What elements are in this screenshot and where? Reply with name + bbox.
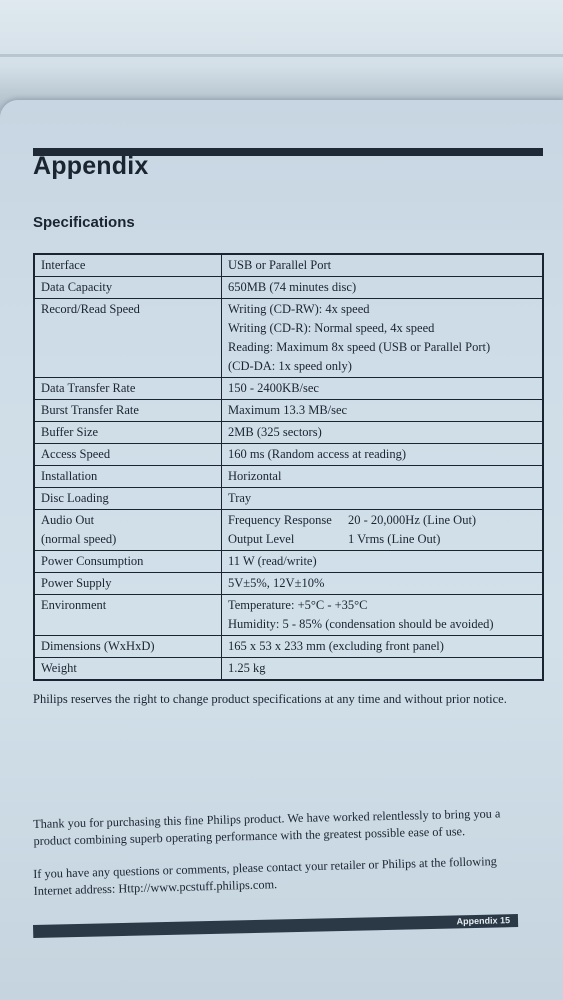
table-row [34, 254, 543, 277]
spec-label: Access Speed [41, 447, 111, 461]
table-row [34, 636, 543, 658]
spec-value: 160 ms (Random access at reading) [228, 447, 407, 461]
spec-value-cell [222, 488, 544, 510]
spec-value-cell [222, 378, 544, 400]
spec-label-cell [34, 636, 222, 658]
spec-label-cell [34, 595, 222, 636]
spec-label-cell [34, 400, 222, 422]
spec-value: 1.25 kg [228, 661, 266, 675]
spec-value: Writing (CD-R): Normal speed, 4x speed [228, 321, 435, 335]
audio-spec-name: Frequency Response [228, 513, 332, 527]
spec-value: 5V±5%, 12V±10% [228, 576, 325, 590]
spec-value: 165 x 53 x 233 mm (excluding front panel) [228, 639, 444, 653]
spec-value: 2MB (325 sectors) [228, 425, 322, 439]
table-row [34, 488, 543, 510]
spec-value-cell [222, 277, 544, 299]
spec-label-cell [34, 488, 222, 510]
audio-spec-value: 1 Vrms (Line Out) [348, 532, 441, 546]
table-row [34, 299, 543, 378]
spec-value: Writing (CD-RW): 4x speed [228, 302, 370, 316]
spec-label: Installation [41, 469, 98, 483]
spec-value-cell [222, 444, 544, 466]
spec-value-cell [222, 658, 544, 681]
spec-value-cell [222, 299, 544, 378]
spec-label-cell [34, 658, 222, 681]
spec-value: 150 - 2400KB/sec [228, 381, 319, 395]
spec-value: Temperature: +5°C - +35°C [228, 598, 368, 612]
page-title: Appendix [33, 152, 149, 180]
spec-value: 650MB (74 minutes disc) [228, 280, 357, 294]
spec-value: 11 W (read/write) [228, 554, 317, 568]
spec-label-cell [34, 551, 222, 573]
spec-label-cell [34, 466, 222, 488]
spec-value-cell [222, 573, 544, 595]
table-row [34, 551, 543, 573]
page-footer-label: Appendix 15 [456, 915, 511, 927]
spec-label-cell [34, 299, 222, 378]
background-shelf [0, 0, 563, 110]
audio-spec-value: 20 - 20,000Hz (Line Out) [348, 513, 477, 527]
spec-label: Data Transfer Rate [41, 381, 136, 395]
spec-label: Audio Out [41, 513, 95, 527]
spec-value: Horizontal [228, 469, 282, 483]
spec-label-cell [34, 444, 222, 466]
table-row [34, 422, 543, 444]
spec-label-cell [34, 378, 222, 400]
section-title: Specifications [33, 214, 135, 231]
table-row [34, 595, 543, 636]
spec-value: (CD-DA: 1x speed only) [228, 359, 352, 373]
spec-value-cell [222, 254, 544, 277]
spec-value-cell [222, 400, 544, 422]
table-row [34, 573, 543, 595]
thank-you-paragraph: Thank you for purchasing this fine Philips product. We have worked relentlessly to bring you a product combining superb operating performance with the greatest possible ease of use. [33, 806, 501, 848]
contact-paragraph: If you have any questions or comments, please contact your retailer or Philips at the following Internet address: Http://www.pcstuff.philips.com. [33, 854, 497, 898]
spec-label: Interface [41, 258, 86, 272]
spec-value-cell [222, 595, 544, 636]
spec-value-cell [222, 636, 544, 658]
spec-value: USB or Parallel Port [228, 258, 332, 272]
spec-label-secondary: (normal speed) [41, 532, 117, 546]
spec-label-cell [34, 254, 222, 277]
spec-value: Humidity: 5 - 85% (condensation should be avoided) [228, 617, 494, 631]
table-row [34, 466, 543, 488]
specification-notice: Philips reserves the right to change product specifications at any time and without prior notice. [33, 692, 507, 706]
audio-spec-line [228, 511, 536, 530]
spec-value-cell [222, 422, 544, 444]
table-row [34, 378, 543, 400]
spec-value: Reading: Maximum 8x speed (USB or Parallel Port) [228, 340, 491, 354]
audio-spec-name: Output Level [228, 532, 295, 546]
spec-value-cell [222, 466, 544, 488]
spec-value: Maximum 13.3 MB/sec [228, 403, 348, 417]
spec-value-cell [222, 510, 544, 551]
spec-label: Burst Transfer Rate [41, 403, 139, 417]
table-row [34, 444, 543, 466]
spec-label: Buffer Size [41, 425, 99, 439]
spec-label-cell [34, 422, 222, 444]
spec-label: Disc Loading [41, 491, 109, 505]
table-row [34, 510, 543, 551]
spec-label: Record/Read Speed [41, 302, 140, 316]
spec-label: Weight [41, 661, 77, 675]
audio-spec-line [228, 530, 536, 549]
spec-label-cell [34, 510, 222, 551]
spec-label-cell [34, 573, 222, 595]
spec-label: Power Consumption [41, 554, 144, 568]
table-row [34, 400, 543, 422]
spec-label: Data Capacity [41, 280, 113, 294]
spec-label-cell [34, 277, 222, 299]
spec-label: Dimensions (WxHxD) [41, 639, 155, 653]
table-row [34, 658, 543, 681]
table-row [34, 277, 543, 299]
specifications-table-body [34, 254, 543, 680]
specifications-table [33, 253, 544, 681]
spec-value-cell [222, 551, 544, 573]
spec-value: Tray [228, 491, 252, 505]
spec-label: Environment [41, 598, 107, 612]
spec-label: Power Supply [41, 576, 112, 590]
